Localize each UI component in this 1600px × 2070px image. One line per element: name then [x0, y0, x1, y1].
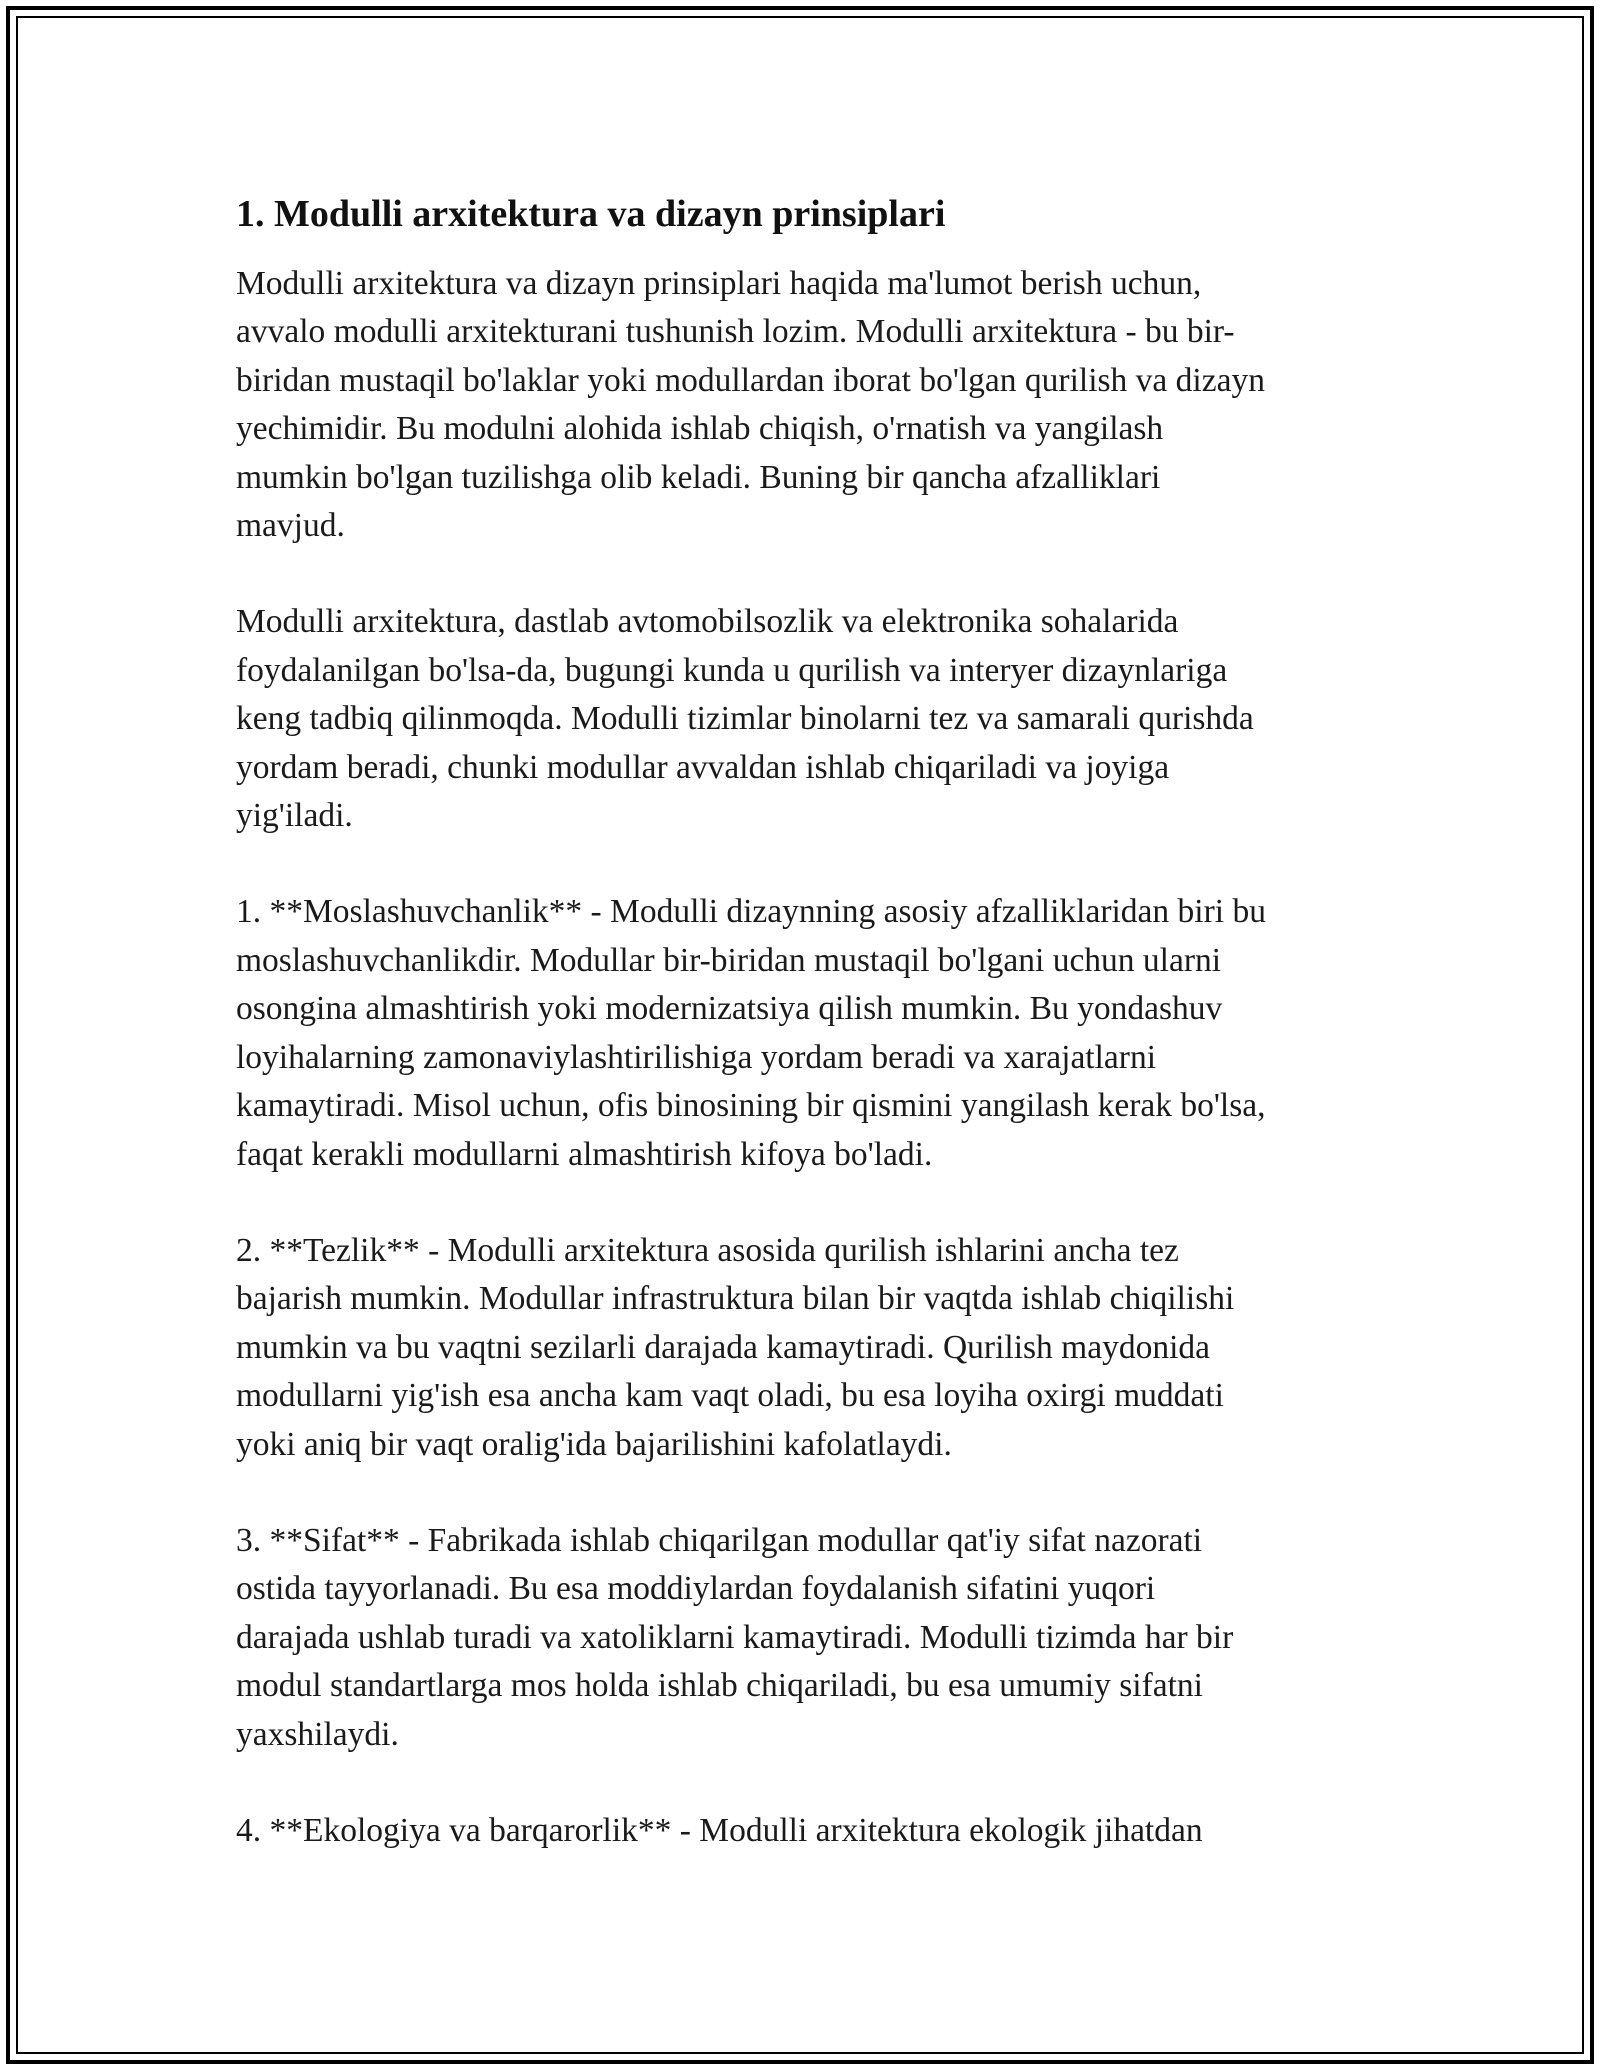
paragraph	[236, 1807, 1386, 1855]
text-line: foydalanilgan bo'lsa-da, bugungi kunda u qurilish va interyer dizaynlariga	[236, 651, 1228, 689]
text-line: keng tadbiq qilinmoqda. Modulli tizimlar binolarni tez va samarali qurishda	[236, 700, 1254, 738]
paragraph	[236, 260, 1386, 550]
text-line: 2. **Tezlik** - Modulli arxitektura asosida qurilish ishlarini ancha tez	[236, 1231, 1179, 1269]
text-line: yechimidir. Bu modulni alohida ishlab chiqish, o'rnatish va yangilash	[236, 410, 1164, 448]
text-line: darajada ushlab turadi va xatoliklarni kamaytiradi. Modulli tizimda har bir	[236, 1618, 1234, 1656]
text-line: ostida tayyorlanadi. Bu esa moddiylardan foydalanish sifatini yuqori	[236, 1570, 1156, 1608]
text-line: kamaytiradi. Misol uchun, ofis binosining bir qismini yangilash kerak bo'lsa,	[236, 1087, 1266, 1125]
paragraph	[236, 888, 1386, 1178]
text-line: moslashuvchanlikdir. Modullar bir-biridan mustaqil bo'lgani uchun ularni	[236, 941, 1222, 979]
text-line: yaxshilaydi.	[236, 1715, 399, 1753]
text-line: mavjud.	[236, 507, 345, 545]
text-line: Modulli arxitektura va dizayn prinsiplari haqida ma'lumot berish uchun,	[236, 265, 1202, 302]
text-line: avvalo modulli arxitekturani tushunish lozim. Modulli arxitektura - bu bir-	[236, 313, 1235, 351]
text-line: bajarish mumkin. Modullar infrastruktura bilan bir vaqtda ishlab chiqilishi	[236, 1280, 1235, 1318]
text-line: osongina almashtirish yoki modernizatsiya qilish mumkin. Bu yondashuv	[236, 990, 1223, 1028]
paragraph	[236, 598, 1386, 840]
text-line: Modulli arxitektura, dastlab avtomobilsozlik va elektronika sohalarida	[236, 603, 1179, 641]
text-line: biridan mustaqil bo'laklar yoki modullardan iborat bo'lgan qurilish va dizayn	[236, 361, 1265, 399]
section-heading: 1. Modulli arxitektura va dizayn prinsiplari	[236, 193, 946, 235]
text-line: 3. **Sifat** - Fabrikada ishlab chiqarilgan modullar qat'iy sifat nazorati	[236, 1521, 1203, 1559]
text-line: modul standartlarga mos holda ishlab chiqariladi, bu esa umumiy sifatni	[236, 1667, 1203, 1705]
document-body	[236, 260, 1386, 1855]
text-line: faqat kerakli modullarni almashtirish kifoya bo'ladi.	[236, 1135, 933, 1173]
text-line: yig'iladi.	[236, 797, 353, 835]
text-line: 4. **Ekologiya va barqarorlik** - Modulli arxitektura ekologik jihatdan	[236, 1811, 1203, 1849]
text-line: mumkin bo'lgan tuzilishga olib keladi. Buning bir qancha afzalliklari	[236, 458, 1161, 496]
text-line: yordam beradi, chunki modullar avvaldan ishlab chiqariladi va joyiga	[236, 748, 1170, 786]
text-line: 1. **Moslashuvchanlik** - Modulli dizaynning asosiy afzalliklaridan biri bu	[236, 893, 1266, 931]
paragraph	[236, 1517, 1386, 1759]
document-page	[236, 188, 1386, 1903]
paragraph	[236, 1227, 1386, 1469]
text-line: yoki aniq bir vaqt oralig'ida bajarilishini kafolatlaydi.	[236, 1425, 952, 1463]
text-line: loyihalarning zamonaviylashtirilishiga yordam beradi va xarajatlarni	[236, 1038, 1157, 1076]
text-line: modullarni yig'ish esa ancha kam vaqt oladi, bu esa loyiha oxirgi muddati	[236, 1377, 1224, 1415]
text-line: mumkin va bu vaqtni sezilarli darajada kamaytiradi. Qurilish maydonida	[236, 1328, 1211, 1366]
